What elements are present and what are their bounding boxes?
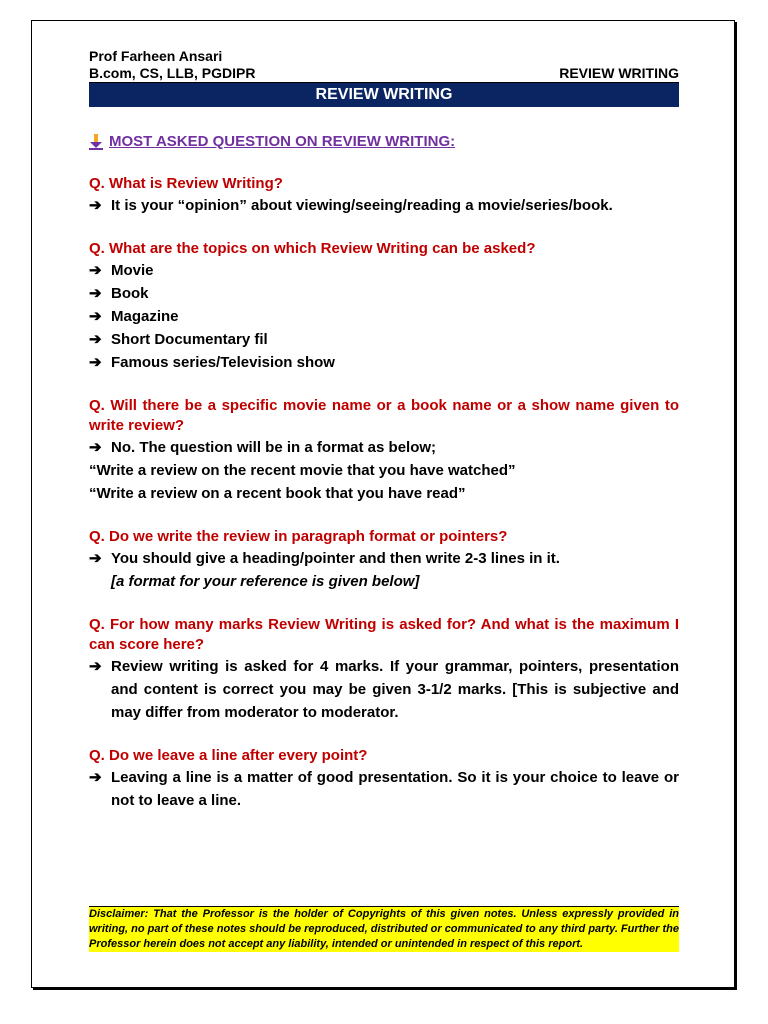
example-1: “Write a review on the recent movie that you have watched” bbox=[89, 462, 516, 479]
down-arrow-bullet-icon bbox=[89, 134, 103, 150]
header-row bbox=[89, 65, 679, 83]
question-1: Q. What is Review Writing? bbox=[89, 175, 283, 192]
right-arrow-icon: ➔ bbox=[89, 354, 102, 371]
right-arrow-icon: ➔ bbox=[89, 308, 102, 325]
list-item: ➔ Famous series/Television show bbox=[89, 351, 679, 374]
qa-block-5 bbox=[89, 615, 679, 724]
question-3: Q. Will there be a specific movie name or a book name or a show name given to write review? bbox=[89, 397, 679, 434]
right-arrow-icon: ➔ bbox=[89, 769, 102, 786]
answer-6: ➔ Leaving a line is a matter of good presentation. So it is your choice to leave or not to leave a line. bbox=[89, 766, 679, 812]
list-item: ➔ Short Documentary fil bbox=[89, 328, 679, 351]
title-bar: REVIEW WRITING bbox=[89, 83, 679, 107]
qa-block-4 bbox=[89, 527, 679, 593]
author-qualifications: B.com, CS, LLB, PGDIPR bbox=[89, 65, 256, 81]
right-arrow-icon: ➔ bbox=[89, 197, 102, 214]
qa-block-6 bbox=[89, 746, 679, 812]
answer-1: ➔ It is your “opinion” about viewing/seeing/reading a movie/series/book. bbox=[89, 194, 679, 217]
answer-4: ➔ You should give a heading/pointer and then write 2-3 lines in it. bbox=[89, 547, 679, 570]
list-item: ➔ Movie bbox=[89, 259, 679, 282]
list-item: ➔ Book bbox=[89, 282, 679, 305]
right-arrow-icon: ➔ bbox=[89, 550, 102, 567]
header-right-title: REVIEW WRITING bbox=[559, 65, 679, 81]
qa-block-1 bbox=[89, 174, 679, 217]
question-6: Q. Do we leave a line after every point? bbox=[89, 747, 368, 764]
disclaimer: Disclaimer: That the Professor is the holder of Copyrights of this given notes. Unless expressly provided in writing, no part of these notes should be reproduced, distributed or communicated to any third party. Further the Professor herein does not accept any liability, intended or unintended in respect of this report. bbox=[89, 908, 679, 950]
author-name: Prof Farheen Ansari bbox=[89, 48, 223, 64]
right-arrow-icon: ➔ bbox=[89, 331, 102, 348]
list-item: ➔ Magazine bbox=[89, 305, 679, 328]
example-2: “Write a review on a recent book that you have read” bbox=[89, 485, 466, 502]
qa-block-2 bbox=[89, 239, 679, 374]
question-2: Q. What are the topics on which Review Writing can be asked? bbox=[89, 240, 536, 257]
question-4: Q. Do we write the review in paragraph format or pointers? bbox=[89, 528, 508, 545]
most-asked-heading bbox=[89, 133, 679, 150]
right-arrow-icon: ➔ bbox=[89, 658, 102, 675]
question-5: Q. For how many marks Review Writing is asked for? And what is the maximum I can score here? bbox=[89, 616, 679, 653]
answer-5: ➔ Review writing is asked for 4 marks. If your grammar, pointers, presentation and content is correct you may be given 3-1/2 marks. [This is subjective and may differ from moderator to moderator. bbox=[89, 655, 679, 724]
document-content bbox=[89, 48, 679, 812]
right-arrow-icon: ➔ bbox=[89, 285, 102, 302]
answer-3: ➔ No. The question will be in a format as below; bbox=[89, 436, 679, 459]
format-note: [a format for your reference is given below] bbox=[111, 573, 420, 590]
right-arrow-icon: ➔ bbox=[89, 439, 102, 456]
qa-block-3 bbox=[89, 396, 679, 505]
most-asked-heading-text: MOST ASKED QUESTION ON REVIEW WRITING: bbox=[109, 133, 456, 150]
right-arrow-icon: ➔ bbox=[89, 262, 102, 279]
